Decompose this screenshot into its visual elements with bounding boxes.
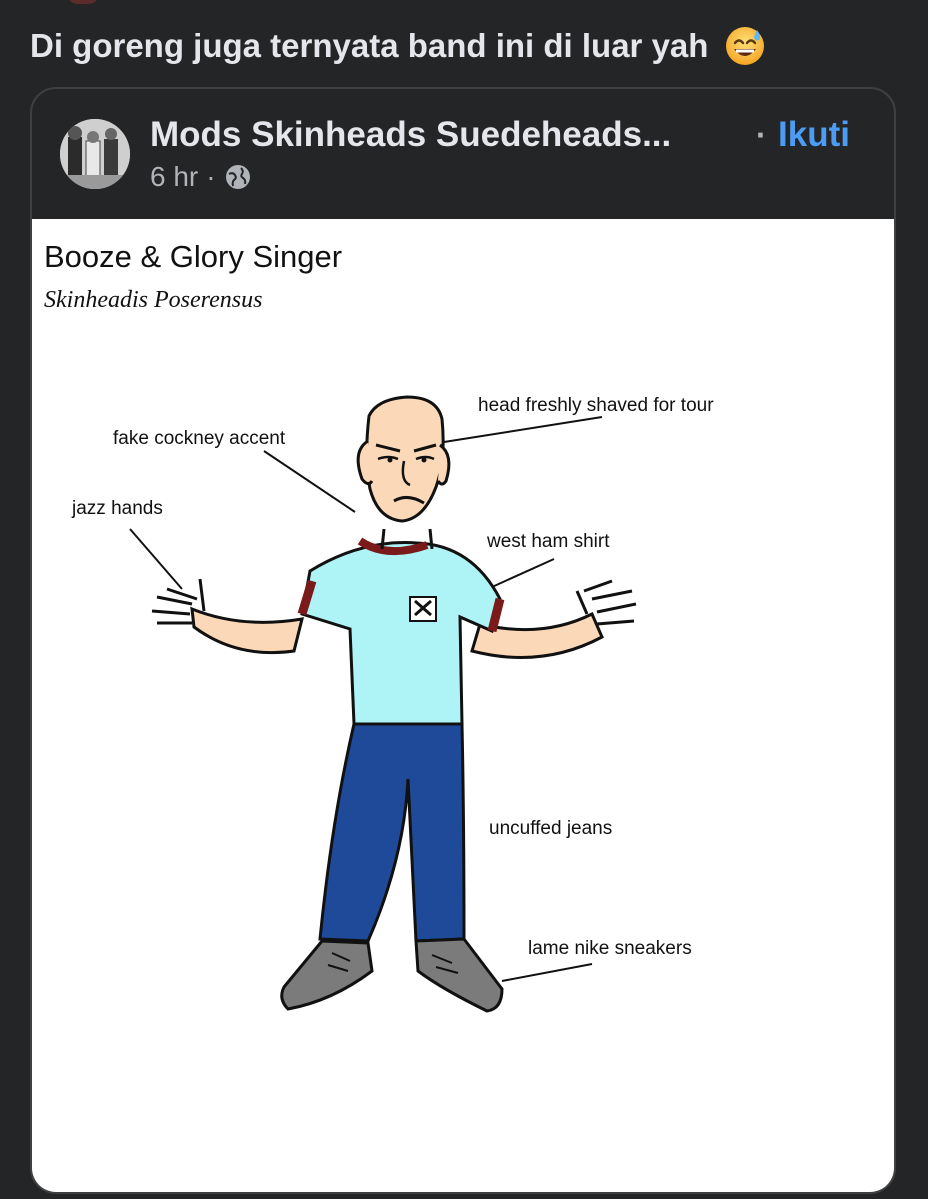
group-avatar[interactable] <box>60 119 130 189</box>
group-avatar-photo <box>60 119 130 189</box>
character-drawing <box>32 219 894 1192</box>
post-time[interactable]: 6 hr <box>150 161 199 192</box>
previous-avatar-edge <box>66 0 100 4</box>
jeans <box>320 724 464 941</box>
line-sneakers <box>502 964 592 981</box>
grinning-face-with-sweat-emoji <box>724 24 766 66</box>
globe-icon <box>224 163 252 191</box>
annotation-shirt: west ham shirt <box>487 531 610 552</box>
group-name-link[interactable]: Mods Skinheads Suedeheads... <box>150 115 672 154</box>
head <box>358 397 449 549</box>
line-accent <box>264 451 355 512</box>
post-caption-text: Di goreng juga ternyata band ini di luar yah <box>30 27 709 64</box>
annotation-hands: jazz hands <box>72 498 163 519</box>
follow-button[interactable]: Ikuti <box>778 115 850 154</box>
shared-post-card[interactable] <box>30 87 896 1194</box>
annotation-accent: fake cockney accent <box>113 428 286 449</box>
shirt <box>302 541 500 724</box>
post-meta <box>150 161 252 193</box>
line-head <box>444 417 602 442</box>
shared-post-header <box>32 89 894 219</box>
post-caption <box>30 22 766 70</box>
left-arm <box>152 579 302 653</box>
meta-separator: · <box>206 161 216 192</box>
meme-title: Booze & Glory Singer <box>44 239 343 274</box>
meme-subtitle: Skinheadis Poserensus <box>44 287 263 313</box>
line-shirt <box>492 559 554 587</box>
meme-image[interactable] <box>32 219 894 1192</box>
line-hands <box>130 529 182 589</box>
annotation-sneakers: lame nike sneakers <box>528 938 692 959</box>
annotation-jeans: uncuffed jeans <box>489 818 613 839</box>
annotation-head: head freshly shaved for tour <box>478 395 714 416</box>
header-separator: · <box>756 117 767 153</box>
sneakers <box>282 939 502 1011</box>
